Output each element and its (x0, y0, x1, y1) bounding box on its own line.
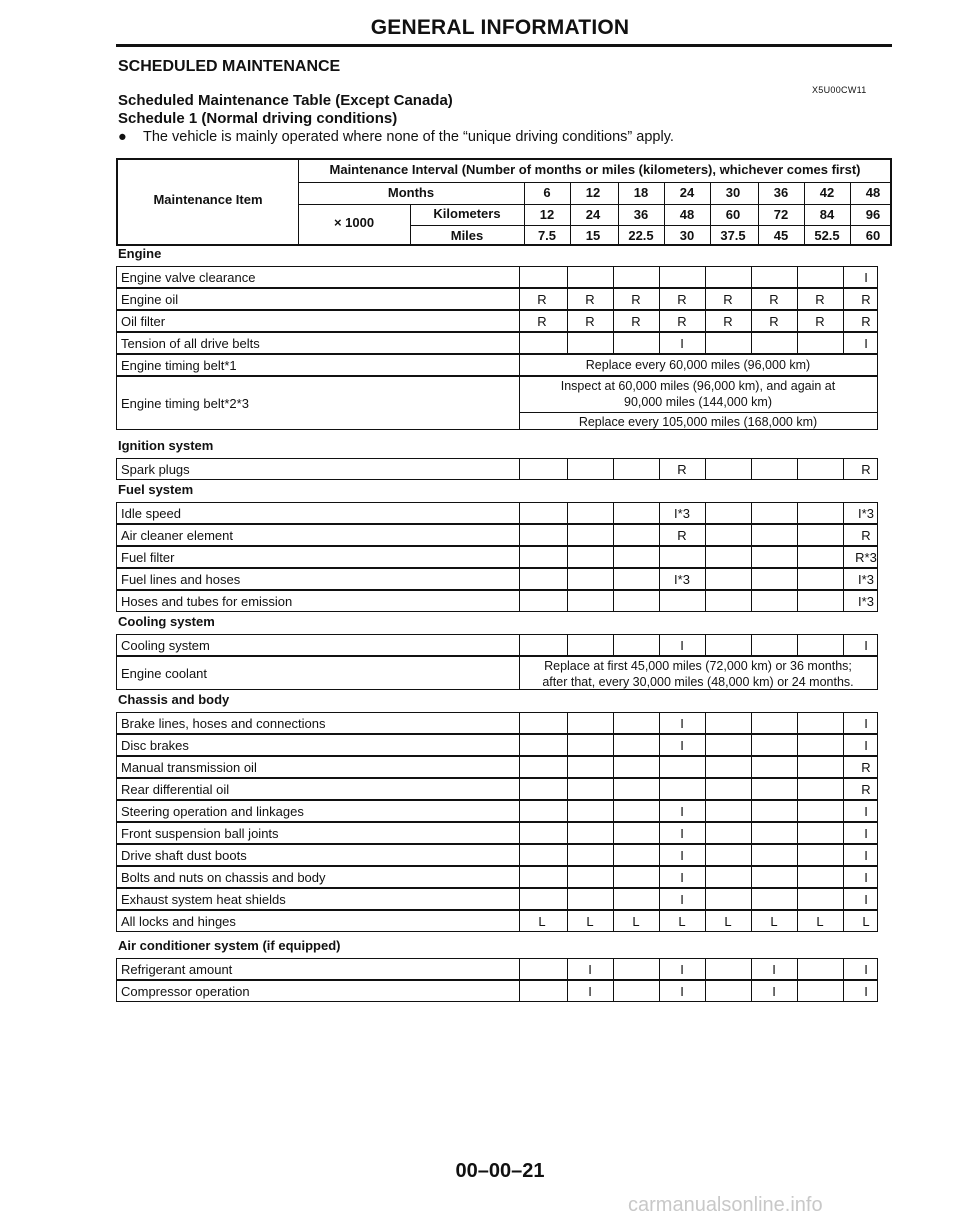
divider (519, 713, 520, 733)
divider (797, 889, 798, 909)
divider (567, 569, 568, 589)
interval-cell: R (861, 760, 871, 775)
interval-cell: I (864, 804, 868, 819)
table-row (116, 866, 878, 888)
divider (613, 635, 614, 655)
divider (567, 635, 568, 655)
divider (705, 333, 706, 353)
item-label: Compressor operation (121, 984, 250, 999)
divider (659, 267, 660, 287)
divider (613, 889, 614, 909)
page-number: 00–00–21 (455, 1160, 545, 1182)
interval-cell: I*3 (858, 572, 874, 587)
item-label: All locks and hinges (121, 914, 236, 929)
interval-cell: I (864, 336, 868, 351)
divider (613, 547, 614, 567)
interval-cell: I (680, 962, 684, 977)
interval-cell: L (816, 914, 824, 929)
divider (613, 757, 614, 777)
interval-cell: R (723, 292, 733, 307)
divider (613, 713, 614, 733)
item-label: Steering operation and linkages (121, 804, 304, 819)
divider (751, 889, 752, 909)
divider (613, 591, 614, 611)
divider (797, 267, 798, 287)
divider (751, 525, 752, 545)
table-header (116, 158, 892, 246)
interval-cell: I (864, 716, 868, 731)
kilometers-value: 12 (539, 207, 555, 222)
divider (797, 959, 798, 979)
divider (519, 845, 520, 865)
divider (705, 981, 706, 1001)
divider (705, 591, 706, 611)
kilometers-value: 36 (633, 207, 649, 222)
item-label: Drive shaft dust boots (121, 848, 247, 863)
interval-cell: L (862, 914, 870, 929)
table-row (116, 568, 878, 590)
miles-value: 7.5 (537, 228, 557, 243)
divider (797, 823, 798, 843)
miles-value: 30 (679, 228, 695, 243)
divider (751, 569, 752, 589)
miles-value: 37.5 (720, 228, 746, 243)
interval-label: Maintenance Interval (Number of months or miles (kilometers), whichever comes first) (329, 162, 861, 177)
interval-cell: R (769, 314, 779, 329)
divider (797, 569, 798, 589)
table-row (116, 656, 878, 690)
divider (519, 547, 520, 567)
divider (567, 845, 568, 865)
group-label: Chassis and body (118, 692, 230, 707)
miles-value: 45 (773, 228, 789, 243)
divider (613, 459, 614, 479)
divider (705, 735, 706, 755)
divider (298, 204, 892, 205)
divider (797, 333, 798, 353)
divider (797, 867, 798, 887)
interval-cell: I (680, 848, 684, 863)
interval-cell: L (724, 914, 732, 929)
item-label: Brake lines, hoses and connections (121, 716, 326, 731)
months-value: 30 (725, 185, 741, 200)
interval-cell: I (864, 270, 868, 285)
divider (613, 867, 614, 887)
interval-cell: L (632, 914, 640, 929)
interval-cell: I*3 (858, 594, 874, 609)
divider (797, 779, 798, 799)
interval-cell: I (864, 962, 868, 977)
interval-cell: R (769, 292, 779, 307)
table-row (116, 590, 878, 612)
divider (751, 845, 752, 865)
table-row (116, 778, 878, 800)
divider (567, 525, 568, 545)
divider (519, 757, 520, 777)
interval-cell: I (772, 962, 776, 977)
table-row (116, 734, 878, 756)
item-label: Tension of all drive belts (121, 336, 260, 351)
bullet-text: The vehicle is mainly operated where none of the “unique driving conditions” apply. (143, 129, 674, 145)
interval-cell: I*3 (674, 506, 690, 521)
interval-cell: I (864, 892, 868, 907)
interval-cell: I (680, 716, 684, 731)
divider (567, 591, 568, 611)
table-row (116, 310, 878, 332)
divider (613, 779, 614, 799)
divider (519, 823, 520, 843)
item-label: Front suspension ball joints (121, 826, 279, 841)
divider (705, 801, 706, 821)
divider (613, 801, 614, 821)
table-row (116, 288, 878, 310)
divider (519, 503, 520, 523)
divider (567, 333, 568, 353)
table-row (116, 910, 878, 932)
divider (567, 547, 568, 567)
table-row (116, 524, 878, 546)
divider (519, 735, 520, 755)
item-label: Engine timing belt*1 (121, 358, 237, 373)
interval-span-line: 90,000 miles (144,000 km) (624, 395, 772, 409)
interval-cell: R (815, 292, 825, 307)
divider (751, 713, 752, 733)
divider (613, 845, 614, 865)
interval-cell: I (864, 738, 868, 753)
divider (613, 981, 614, 1001)
interval-cell: I (588, 984, 592, 999)
group-label: Cooling system (118, 614, 215, 629)
interval-cell: R (861, 314, 871, 329)
item-label: Cooling system (121, 638, 210, 653)
group-label: Ignition system (118, 438, 214, 453)
divider (705, 713, 706, 733)
interval-cell: R (537, 292, 547, 307)
divider (797, 525, 798, 545)
divider (797, 459, 798, 479)
divider (519, 867, 520, 887)
miles-value: 60 (865, 228, 881, 243)
miles-value: 22.5 (628, 228, 654, 243)
divider (797, 845, 798, 865)
maintenance-item-label: Maintenance Item (153, 192, 263, 207)
months-value: 18 (633, 185, 649, 200)
item-label: Rear differential oil (121, 782, 230, 797)
divider (797, 547, 798, 567)
divider (659, 779, 660, 799)
divider (519, 889, 520, 909)
interval-cell: I*3 (858, 506, 874, 521)
item-label: Manual transmission oil (121, 760, 257, 775)
interval-span-line: Replace at first 45,000 miles (72,000 km) or 36 months; (544, 659, 852, 673)
item-label: Spark plugs (121, 462, 190, 477)
divider (751, 735, 752, 755)
divider (567, 267, 568, 287)
divider (567, 459, 568, 479)
divider (705, 635, 706, 655)
divider (613, 823, 614, 843)
divider (613, 267, 614, 287)
divider (751, 757, 752, 777)
divider (519, 412, 877, 413)
item-label: Refrigerant amount (121, 962, 233, 977)
interval-cell: R (861, 528, 871, 543)
interval-span-line: Replace every 105,000 miles (168,000 km) (578, 415, 818, 429)
divider (797, 757, 798, 777)
multiplier-label: × 1000 (333, 215, 375, 230)
divider (567, 867, 568, 887)
group-label: Air conditioner system (if equipped) (118, 938, 341, 953)
divider (567, 801, 568, 821)
table-row (116, 958, 878, 980)
table-row (116, 546, 878, 568)
divider (797, 635, 798, 655)
divider (797, 735, 798, 755)
bullet-note (118, 129, 674, 145)
interval-span: Replace every 60,000 miles (96,000 km) (585, 358, 811, 372)
divider (613, 503, 614, 523)
divider (797, 591, 798, 611)
divider (567, 889, 568, 909)
divider (519, 459, 520, 479)
table-row (116, 800, 878, 822)
divider (751, 823, 752, 843)
interval-cell: I (680, 892, 684, 907)
divider (751, 867, 752, 887)
divider (567, 735, 568, 755)
divider (705, 459, 706, 479)
divider (705, 267, 706, 287)
divider (519, 801, 520, 821)
table-row (116, 502, 878, 524)
interval-cell: R (677, 314, 687, 329)
interval-cell: I (680, 638, 684, 653)
interval-span-line: after that, every 30,000 miles (48,000 km) or 24 months. (542, 675, 854, 689)
table-row (116, 756, 878, 778)
interval-cell: R (723, 314, 733, 329)
divider (797, 801, 798, 821)
interval-cell: R (861, 462, 871, 477)
divider (519, 333, 520, 353)
group-label: Engine (118, 246, 162, 261)
interval-cell: L (678, 914, 686, 929)
item-label: Fuel filter (121, 550, 175, 565)
divider (298, 182, 892, 183)
table-title: Scheduled Maintenance Table (Except Canada) (118, 92, 453, 109)
interval-cell: I (864, 638, 868, 653)
interval-cell: R (585, 314, 595, 329)
miles-label: Miles (450, 228, 484, 243)
divider (613, 735, 614, 755)
schedule-title: Schedule 1 (Normal driving conditions) (118, 110, 398, 127)
header-rule (116, 44, 892, 47)
divider (519, 959, 520, 979)
divider (613, 333, 614, 353)
divider (751, 503, 752, 523)
divider (519, 569, 520, 589)
interval-cell: R (861, 782, 871, 797)
interval-cell: R*3 (855, 550, 877, 565)
months-value: 36 (773, 185, 789, 200)
kilometers-value: 96 (865, 207, 881, 222)
divider (567, 713, 568, 733)
divider (613, 525, 614, 545)
interval-cell: I (680, 336, 684, 351)
kilometers-label: Kilometers (433, 206, 501, 221)
interval-cell: L (538, 914, 546, 929)
divider (519, 591, 520, 611)
months-label: Months (387, 185, 435, 200)
interval-cell: I (772, 984, 776, 999)
divider (519, 267, 520, 287)
divider (613, 959, 614, 979)
divider (705, 569, 706, 589)
divider (751, 801, 752, 821)
divider (705, 889, 706, 909)
divider (659, 547, 660, 567)
table-row (116, 822, 878, 844)
table-row (116, 844, 878, 866)
interval-cell: R (631, 292, 641, 307)
interval-cell: R (537, 314, 547, 329)
divider (613, 569, 614, 589)
item-label: Engine coolant (121, 666, 208, 681)
interval-cell: R (861, 292, 871, 307)
divider (797, 981, 798, 1001)
divider (567, 757, 568, 777)
divider (705, 757, 706, 777)
kilometers-value: 24 (585, 207, 601, 222)
item-label: Hoses and tubes for emission (121, 594, 293, 609)
item-label: Disc brakes (121, 738, 189, 753)
divider (567, 503, 568, 523)
table-row (116, 980, 878, 1002)
interval-cell: R (631, 314, 641, 329)
months-value: 24 (679, 185, 695, 200)
divider (705, 779, 706, 799)
months-value: 48 (865, 185, 881, 200)
divider (705, 503, 706, 523)
interval-cell: I (680, 984, 684, 999)
interval-cell: I (680, 870, 684, 885)
divider (797, 503, 798, 523)
kilometers-value: 60 (725, 207, 741, 222)
interval-cell: R (815, 314, 825, 329)
table-row (116, 458, 878, 480)
table-row (116, 376, 878, 430)
interval-cell: L (770, 914, 778, 929)
watermark: carmanualsonline.info (628, 1194, 823, 1216)
divider (751, 267, 752, 287)
kilometers-value: 48 (679, 207, 695, 222)
miles-value: 15 (585, 228, 601, 243)
interval-cell: L (586, 914, 594, 929)
divider (797, 713, 798, 733)
table-row (116, 712, 878, 734)
interval-cell: I (864, 848, 868, 863)
item-label: Air cleaner element (121, 528, 233, 543)
months-value: 6 (543, 185, 551, 200)
interval-cell: R (677, 528, 687, 543)
divider (705, 823, 706, 843)
divider (659, 757, 660, 777)
item-label: Engine oil (121, 292, 179, 307)
section-title: SCHEDULED MAINTENANCE (118, 58, 341, 75)
divider (705, 867, 706, 887)
kilometers-value: 72 (773, 207, 789, 222)
interval-cell: I (680, 804, 684, 819)
divider (519, 779, 520, 799)
item-label: Fuel lines and hoses (121, 572, 241, 587)
interval-cell: I (680, 738, 684, 753)
item-label: Engine valve clearance (121, 270, 256, 285)
kilometers-value: 84 (819, 207, 835, 222)
item-label: Engine timing belt*2*3 (121, 396, 249, 411)
divider (751, 547, 752, 567)
divider (410, 225, 892, 226)
table-row (116, 888, 878, 910)
item-label: Bolts and nuts on chassis and body (121, 870, 326, 885)
divider (751, 635, 752, 655)
interval-cell: I (588, 962, 592, 977)
interval-span-line: Inspect at 60,000 miles (96,000 km), and again at (560, 379, 836, 393)
divider (519, 525, 520, 545)
interval-cell: R (677, 462, 687, 477)
months-value: 42 (819, 185, 835, 200)
item-label: Exhaust system heat shields (121, 892, 286, 907)
interval-cell: I (680, 826, 684, 841)
bullet-icon: ● (118, 129, 127, 145)
divider (567, 823, 568, 843)
divider (705, 959, 706, 979)
divider (519, 981, 520, 1001)
divider (751, 333, 752, 353)
group-label: Fuel system (118, 482, 194, 497)
interval-cell: I (864, 826, 868, 841)
document-code: X5U00CW11 (812, 85, 867, 95)
interval-cell: I (864, 870, 868, 885)
interval-cell: R (585, 292, 595, 307)
table-row (116, 266, 878, 288)
miles-value: 52.5 (814, 228, 840, 243)
interval-cell: I (864, 984, 868, 999)
divider (705, 547, 706, 567)
divider (519, 635, 520, 655)
divider (567, 779, 568, 799)
months-value: 12 (585, 185, 601, 200)
table-row (116, 332, 878, 354)
table-row (116, 354, 878, 376)
item-label: Idle speed (121, 506, 181, 521)
divider (751, 459, 752, 479)
divider (751, 779, 752, 799)
item-label: Oil filter (121, 314, 166, 329)
table-row (116, 634, 878, 656)
divider (705, 525, 706, 545)
divider (705, 845, 706, 865)
divider (659, 591, 660, 611)
interval-cell: I*3 (674, 572, 690, 587)
interval-cell: R (677, 292, 687, 307)
divider (751, 591, 752, 611)
page-header: GENERAL INFORMATION (370, 16, 630, 39)
